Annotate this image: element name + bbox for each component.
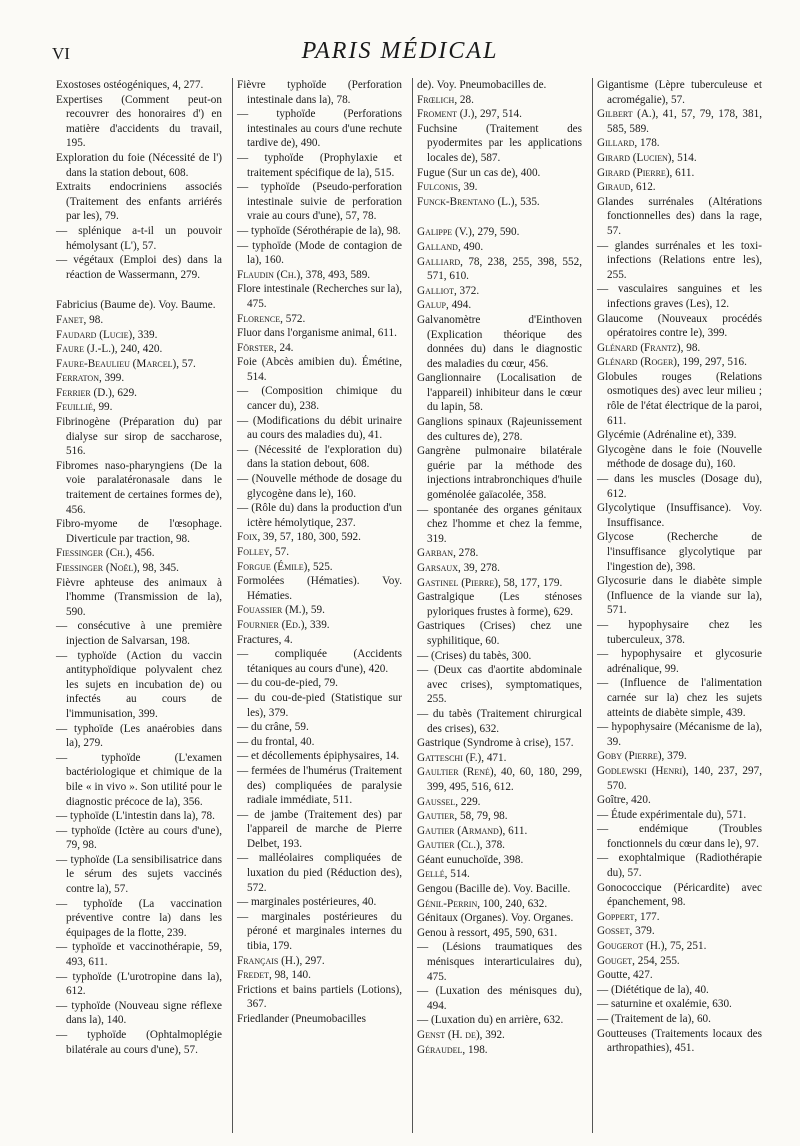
index-entry: — (Composition chimique du cancer du), 238. [237,385,402,413]
index-entry: — du tabès (Traitement chirurgical des crises), 632. [417,707,582,735]
index-entry: — consécutive à une première injection de Salvarsan, 198. [56,620,222,647]
index-entry: Gangrène pulmonaire bilatérale guérie par la méthode des injections intrabronchiques d'huile goménolée gaïacolée, 358. [417,445,582,502]
index-entry: de). Voy. Pneumobacilles de. [417,79,547,91]
index-entry: Fabricius (Baume de). Voy. Baume. [56,299,216,312]
index-entry: — du frontal, 40. [237,735,315,748]
index-entry-author: Gautier (Armand), 611. [417,824,528,837]
index-entry: — (Influence de l'alimentation carnée sur la) chez les sujets atteints de diabète simple, 439. [597,677,762,719]
index-entry-author: Gastinel (Pierre), 58, 177, 179. [417,576,563,589]
index-entry-author: Foix, 39, 57, 180, 300, 592. [237,531,361,544]
index-entry-author: Fiessinger (Ch.), 456. [56,547,155,560]
index-entry-author: Gatteschi (F.), 471. [417,751,507,764]
index-entry-author: Frœlich, 28. [417,93,474,106]
index-entry: — (Diététique de la), 40. [597,983,709,996]
index-entry: Glycogène dans le foie (Nouvelle méthode de dosage du), 160. [597,443,762,471]
index-entry: — dans les muscles (Dosage du), 612. [597,473,762,500]
index-entry: Genou à ressort, 495, 590, 631. [417,926,558,939]
index-entry: — fermées de l'humérus (Traitement des) compliquées de paralysie radiale immédiate, 511. [237,764,402,807]
index-entry: Fièvre aphteuse des animaux à l'homme (Transmission de la), 590. [56,576,222,618]
index-entry: Frictions et bains partiels (Lotions), 367. [237,983,402,1011]
index-columns [52,78,764,1133]
index-entry: Fuchsine (Traitement des pyodermites par les applications locales de), 587. [417,122,582,164]
index-entry-author: Fredet, 98, 140. [237,969,311,982]
index-entry: Glycose (Recherche de l'insuffisance glycolytique par l'ingestion de), 398. [597,531,762,573]
index-column-2 [232,78,404,1133]
index-entry: — hypophysaire chez les tuberculeux, 378. [597,618,762,646]
index-entry: — spontanée des organes génitaux chez l'homme et chez la femme, 319. [417,503,582,545]
index-entry: — endémique (Troubles fonctionnels du cœur dans le), 97. [597,823,762,850]
index-entry: Gastrique (Syndrome à crise), 157. [417,737,574,750]
index-entry-author: Galliard, 78, 238, 255, 398, 552, 571, 610. [417,255,582,283]
index-entry: — (Luxation des ménisques du), 494. [417,985,582,1012]
index-entry: — (Modifications du débit urinaire au cours des maladies du), 41. [237,414,402,442]
index-entry-author: Géraudel, 198. [417,1043,488,1056]
index-entry-author: Gougerot (H.), 75, 251. [597,940,707,953]
index-entry-author: Garban, 278. [417,547,479,560]
index-entry-author: Gillard, 178. [597,137,660,150]
index-entry-author: Godlewski (Henri), 140, 237, 297, 570. [597,764,762,792]
index-entry-author: Forgue (Émile), 525. [237,560,333,573]
index-entry: Fibro-myome de l'œsophage. Diverticule par traction, 98. [56,518,222,545]
index-entry-author: Faudard (Lucie), 339. [56,328,158,341]
index-entry: — hypophysaire (Mécanisme de la), 39. [597,721,762,748]
index-entry-author: Folley, 57. [237,546,290,558]
index-entry-author: Gosset, 379. [597,925,655,938]
index-entry: — marginales postérieures du péroné et marginales internes du tibia, 179. [237,910,402,953]
index-entry: — typhoïde (Perforations intestinales au cours d'une rechute tardive de), 490. [237,108,402,150]
index-entry: Ganglions spinaux (Rajeunissement des cultures de), 278. [417,416,582,443]
index-entry: — typhoïde (L'urotropine dans la), 612. [56,970,222,998]
index-entry: — Étude expérimentale du), 571. [597,808,747,821]
index-entry: — (Lésions traumatiques des ménisques interarticulaires du), 475. [417,941,582,983]
index-entry: — hypophysaire et glycosurie adrénalique, 99. [597,648,762,675]
index-entry: — (Rôle du) dans la production d'un ictère hémolytique, 237. [237,502,402,529]
index-entry: Exostoses ostéogéniques, 4, 277. [56,79,204,91]
index-entry-author: Gautier (Cl.), 378. [417,839,505,852]
index-entry-author: Galippe (V.), 279, 590. [417,226,520,239]
index-entry: — glandes surrénales et les toxi-infections (Relations entre les), 255. [597,239,762,281]
index-entry: — typhoïde (Sérothérapie de la), 98. [237,224,401,237]
index-entry: — compliquée (Accidents tétaniques au cours d'une), 420. [237,648,402,675]
running-title: PARIS MÉDICAL [301,38,499,64]
index-entry: — typhoïde (Mode de contagion de la), 160. [237,239,402,267]
index-entry-author: Gautier, 58, 79, 98. [417,810,508,823]
index-entry-author: Gilbert (A.), 41, 57, 79, 178, 381, 585, 589. [597,108,762,135]
index-entry-author: Faure-Beaulieu (Marcel), 57. [56,357,196,370]
index-entry-author: Ferraton, 399. [56,372,125,385]
index-entry: — typhoïde (Prophylaxie et traitement spécifique de la), 515. [237,151,402,179]
index-entry-author: Gaultier (René), 40, 60, 180, 299, 399, 495, 516, 612. [417,766,582,793]
index-entry-author: Gaussel, 229. [417,795,481,808]
index-entry: — (Nécessité de l'exploration du) dans la station debout, 608. [237,443,402,471]
index-entry-author: Fournier (Ed.), 339. [237,618,330,631]
index-entry: — du cou-de-pied, 79. [237,677,338,690]
index-entry-author: Génil-Perrin, 100, 240, 632. [417,897,548,910]
index-entry: — typhoïde (La sensibilisatrice dans le sérum des sujets vaccinés contre la), 57. [56,853,222,896]
index-entry: — typhoïde (Les anaérobies dans la), 279. [56,722,222,750]
index-entry: Glycémie (Adrénaline et), 339. [597,429,737,442]
index-entry-author: Galup, 494. [417,299,472,312]
index-entry: Génitaux (Organes). Voy. Organes. [417,912,574,925]
index-entry: — du cou-de-pied (Statistique sur les), 379. [237,691,402,719]
index-entry: Goître, 420. [597,794,651,807]
page-header [52,38,748,70]
index-entry-author: Funck-Brentano (L.), 535. [417,195,540,208]
index-entry: — vasculaires sanguines et les infections graves (Les), 12. [597,283,762,310]
index-entry-author: Florence, 572. [237,312,306,325]
index-entry: Friedlander (Pneumobacilles [237,1013,366,1025]
index-entry: — splénique a-t-il un pouvoir hémolysant (L'), 57. [56,224,222,252]
index-entry: — et décollements épiphysaires, 14. [237,750,400,763]
section-gap [56,282,222,298]
index-column-1 [52,78,224,1133]
index-entry: Extraits endocriniens associés (Traitement des enfants arriérés par les), 79. [56,181,222,223]
index-entry-author: Goby (Pierre), 379. [597,750,687,763]
index-entry: Gonococcique (Péricardite) avec épanchement, 98. [597,881,762,909]
index-entry: Gigantisme (Lèpre tuberculeuse et acromégalie), 57. [597,79,762,106]
index-entry: Gastralgique (Les sténoses pyloriques frustes à forme), 629. [417,591,582,618]
index-entry: — typhoïde (Pseudo-perforation intestinale suivie de perforation vraie au cours d'une), 57, 78. [237,181,402,223]
index-entry: — typhoïde (L'examen bactériologique et chimique de la bile « in vivo ». Son utilité pour le diagnostic précoce de la), 356. [56,751,222,808]
index-entry: — (Crises) du tabès, 300. [417,649,532,662]
index-entry: — de jambe (Traitement des) par l'appareil de marche de Pierre Delbet, 193. [237,808,402,850]
index-entry-author: Fiessinger (Noël), 98, 345. [56,562,179,574]
index-entry: — typhoïde (Ictère au cours d'une), 79, 98. [56,824,222,852]
index-entry: — (Luxation du) en arrière, 632. [417,1014,564,1027]
index-entry-author: Galland, 490. [417,240,484,253]
index-entry: Géant eunuchoïde, 398. [417,853,524,866]
index-entry: — (Traitement de la), 60. [597,1013,711,1025]
index-entry-author: Feuillié, 99. [56,401,113,414]
index-entry-author: Gellé, 514. [417,868,470,881]
index-entry-author: Fouassier (M.), 59. [237,604,325,617]
index-entry-author: Girard (Lucien), 514. [597,151,697,164]
index-entry-author: Glénard (Roger), 199, 297, 516. [597,356,747,369]
index-entry-author: Fulconis, 39. [417,181,478,194]
index-entry: Gengou (Bacille de). Voy. Bacille. [417,883,571,896]
index-entry: — végétaux (Emploi des) dans la réaction de Wassermann, 279. [56,254,222,281]
index-entry: Galvanomètre d'Einthoven (Explication théorique des données du) dans le diagnostic des maladies du cœur, 456. [417,313,582,370]
index-entry: — exophtalmique (Radiothérapie du), 57. [597,852,762,880]
index-entry-author: Ferrier (D.), 629. [56,386,137,399]
index-entry-author: Garsaux, 39, 278. [417,562,500,574]
index-entry: Goutte, 427. [597,969,653,982]
index-entry: Fluor dans l'organisme animal, 611. [237,327,397,340]
index-entry-author: Galliot, 372. [417,284,480,297]
index-entry: Fibromes naso-pharyngiens (De la voie paralatéronasale dans le traitement de certaines formes de), 456. [56,459,222,516]
index-entry-author: Français (H.), 297. [237,954,325,967]
index-entry: — (Nouvelle méthode de dosage du glycogène dans le), 160. [237,473,402,500]
page-number: VI [52,44,70,63]
index-entry: Foie (Abcès amibien du). Émétine, 514. [237,356,402,383]
index-entry: — typhoïde (Nouveau signe réflexe dans la), 140. [56,999,222,1027]
index-entry: Fibrinogène (Préparation du) par dialyse sur sirop de saccharose, 516. [56,416,222,458]
index-entry-author: Gouget, 254, 255. [597,954,680,967]
index-entry: Ganglionnaire (Localisation de l'appareil) inhibiteur dans le cœur du lapin, 58. [417,372,582,414]
index-entry: Fractures, 4. [237,633,293,646]
index-entry: Glycolytique (Insuffisance). Voy. Insuffisance. [597,502,762,529]
index-entry: Formolées (Hématies). Voy. Hématies. [237,575,402,602]
index-entry-author: Giraud, 612. [597,181,656,194]
index-entry-author: Genst (H. de), 392. [417,1029,505,1041]
index-entry: Fièvre typhoïde (Perforation intestinale dans la), 78. [237,79,402,106]
index-entry-author: Girard (Pierre), 611. [597,166,695,179]
index-entry: Goutteuses (Traitements locaux des arthropathies), 451. [597,1027,762,1055]
index-entry: — marginales postérieures, 40. [237,896,377,909]
index-entry-author: Goppert, 177. [597,910,660,923]
index-entry: — typhoïde (L'intestin dans la), 78. [56,810,215,823]
index-entry: — malléolaires compliquées de luxation du pied (Réduction des), 572. [237,852,402,894]
index-entry-author: Faure (J.-L.), 240, 420. [56,343,163,356]
index-entry: Flore intestinale (Recherches sur la), 475. [237,283,402,310]
index-entry: Expertises (Comment peut-on recouvrer des honoraires d') en matière d'accidents du travail, 195. [56,93,222,150]
index-entry-author: Froment (J.), 297, 514. [417,108,522,121]
index-entry: Glaucome (Nouveaux procédés opératoires contre le), 399. [597,312,762,340]
index-entry: Glycosurie dans le diabète simple (Influence de la viande sur la), 571. [597,575,762,617]
index-entry-author: Fanet, 98. [56,313,104,326]
index-entry: — saturnine et oxalémie, 630. [597,998,732,1011]
index-entry: — du crâne, 59. [237,721,309,734]
index-entry: Gastriques (Crises) chez une syphilitique, 60. [417,620,582,647]
index-entry-author: Glénard (Frantz), 98. [597,341,701,354]
section-gap [417,209,582,225]
index-entry-author: Förster, 24. [237,341,294,354]
index-entry: — typhoïde (Ophtalmoplégie bilatérale au cours d'une), 57. [56,1029,222,1056]
index-column-4 [592,78,764,1133]
index-entry: Globules rouges (Relations osmotiques des) avec leur milieu ; rôle de l'état électrique de la paroi, 611. [597,370,762,427]
index-entry: Glandes surrénales (Altérations fonctionnelles des) dans la rage, 57. [597,195,762,237]
index-entry: — typhoïde (La vaccination préventive contre la) dans les équipages de la flotte, 239. [56,897,222,939]
index-entry: Fugue (Sur un cas de), 400. [417,166,541,179]
index-entry: — (Deux cas d'aortite abdominale avec crises), symptomatiques, 255. [417,664,582,706]
index-entry: — typhoïde (Action du vaccin antityphoïdique polyvalent chez les sujets en incubation de) ou infectés au cours de l'immunisation, 399. [56,649,222,720]
index-entry: — typhoïde et vaccinothérapie, 59, 493, 611. [56,941,222,969]
index-entry-author: Flaudin (Ch.), 378, 493, 589. [237,268,371,281]
index-entry: Exploration du foie (Nécessité de l') dans la station debout, 608. [56,151,222,179]
index-column-3 [412,78,584,1133]
